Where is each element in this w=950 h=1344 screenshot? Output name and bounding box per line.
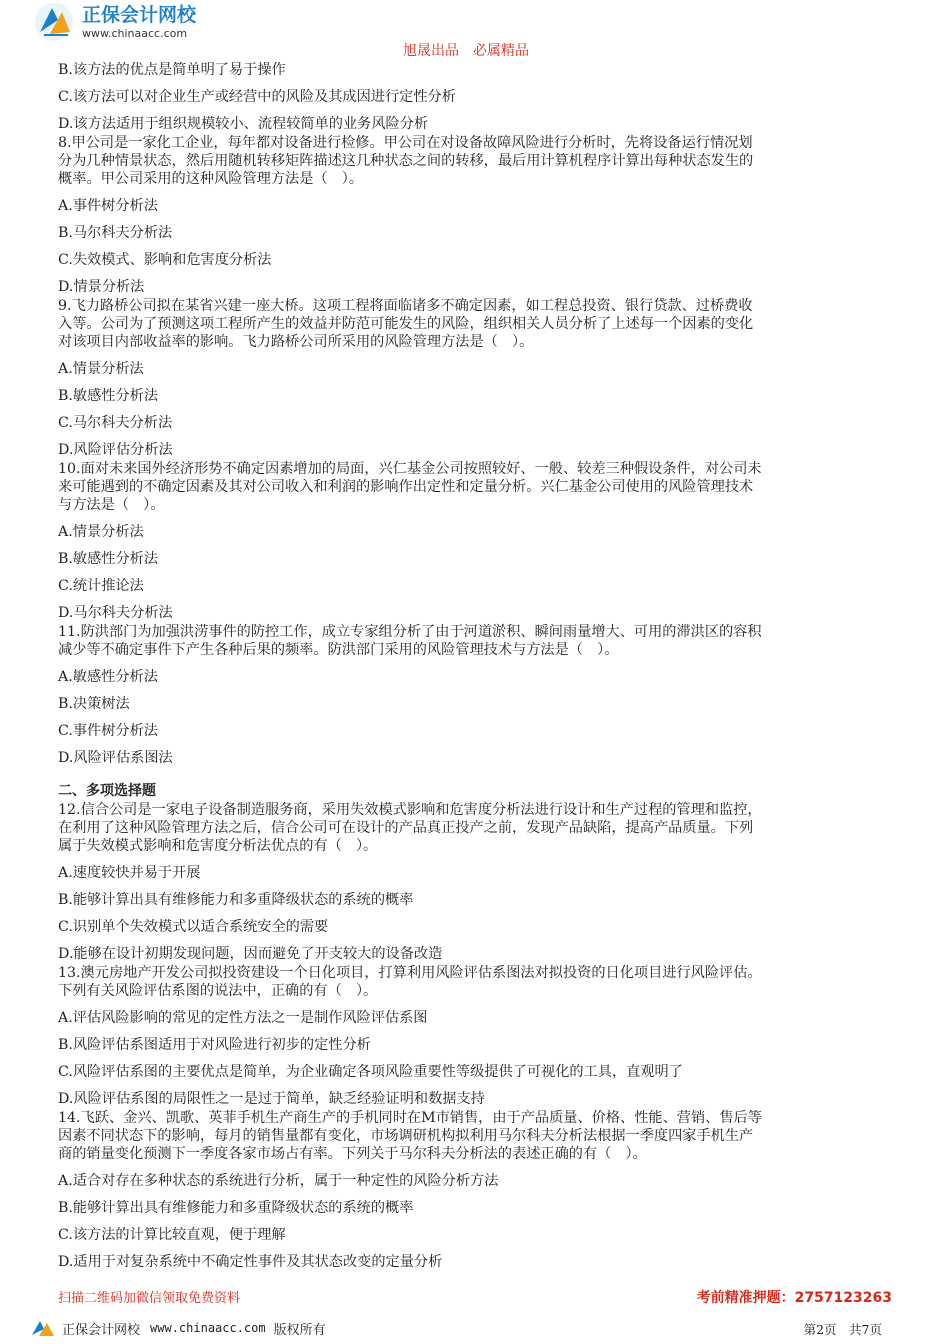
question-line: 来可能遇到的不确定因素及其对公司收入和利润的影响作出定性和定量分析。兴仁基金公司使用的风险管理技术: [58, 479, 754, 495]
answer-option: B.该方法的优点是简单明了易于操作: [58, 62, 286, 78]
question-line: 14.飞跃、金兴、凯歌、英菲手机生产商生产的手机同时在M市销售，由于产品质量、价格、性能、营销、售后等: [58, 1110, 762, 1126]
slogan: 旭晟出品 必属精品: [403, 43, 529, 59]
question-line: 9.飞力路桥公司拟在某省兴建一座大桥。这项工程将面临诸多不确定因素，如工程总投资、银行贷款、过桥费收: [58, 298, 753, 314]
bottom-brand-url[interactable]: www.chinaacc.com: [150, 1321, 266, 1335]
answer-option: C.风险评估系图的主要优点是简单，为企业确定各项风险重要性等级提供了可视化的工具，直观明了: [58, 1064, 683, 1080]
answer-option: B.风险评估系图适用于对风险进行初步的定性分析: [58, 1037, 371, 1053]
question-line: 在利用了这种风险管理方法之后，信合公司可在设计的产品真正投产之前，发现产品缺陷，提高产品质量。下列: [58, 820, 754, 836]
answer-option: C.事件树分析法: [58, 723, 158, 739]
answer-option: D.能够在设计初期发现问题，因而避免了开支较大的设备改造: [58, 946, 443, 962]
answer-option: C.马尔科夫分析法: [58, 415, 173, 431]
answer-option: C.识别单个失效模式以适合系统安全的需要: [58, 919, 329, 935]
question-line: 对该项目内部收益率的影响。飞力路桥公司所采用的风险管理方法是（ ）。: [58, 334, 534, 350]
answer-option: D.风险评估分析法: [58, 442, 173, 458]
answer-option: B.敏感性分析法: [58, 551, 159, 567]
answer-option: C.该方法可以对企业生产或经营中的风险及其成因进行定性分析: [58, 89, 456, 105]
question-line: 11.防洪部门为加强洪涝事件的防控工作，成立专家组分析了由于河道淤积、瞬间雨量增大、可用的滞洪区的容积: [58, 624, 762, 640]
answer-option: C.该方法的计算比较直观，便于理解: [58, 1227, 286, 1243]
bottom-brand-name: 正保会计网校: [62, 1322, 141, 1338]
logo-url: www.chinaacc.com: [82, 26, 188, 40]
question-line: 8.甲公司是一家化工企业，每年都对设备进行检修。甲公司在对设备故障风险进行分析时，先将设备运行情况划: [58, 135, 753, 151]
question-stem: [58, 297, 884, 351]
bottom-rights: 版权所有: [273, 1322, 326, 1338]
answer-option: B.能够计算出具有维修能力和多重降级状态的系统的概率: [58, 1200, 414, 1216]
question-line: 属于失效模式影响和危害度分析法优点的有（ ）。: [58, 838, 378, 854]
section-heading: 二、多项选择题: [58, 783, 156, 799]
bottom-brand: [30, 1318, 326, 1338]
answer-option: A.情景分析法: [58, 361, 144, 377]
answer-option: D.风险评估系图法: [58, 750, 173, 766]
question-stem: [58, 801, 884, 855]
question-stem: [58, 460, 884, 514]
answer-option: D.适用于对复杂系统中不确定性事件及其状态改变的定量分析: [58, 1254, 443, 1270]
question-stem: [58, 134, 884, 188]
answer-option: B.能够计算出具有维修能力和多重降级状态的系统的概率: [58, 892, 414, 908]
answer-option: C.失效模式、影响和危害度分析法: [58, 252, 272, 268]
answer-option: B.决策树法: [58, 696, 130, 712]
answer-option: C.统计推论法: [58, 578, 144, 594]
answer-option: B.敏感性分析法: [58, 388, 159, 404]
answer-option: D.该方法适用于组织规模较小、流程较简单的业务风险分析: [58, 116, 429, 132]
answer-option: A.事件树分析法: [58, 198, 158, 214]
answer-option: A.适合对存在多种状态的系统进行分析，属于一种定性的风险分析方法: [58, 1173, 499, 1189]
question-line: 下列有关风险评估系图的说法中，正确的有（ ）。: [58, 983, 378, 999]
question-stem: [58, 964, 884, 1000]
question-line: 减少等不确定事件下产生各种后果的频率。防洪部门采用的风险管理技术与方法是（ ）。: [58, 642, 619, 658]
answer-option: A.速度较快并易于开展: [58, 865, 201, 881]
question-line: 10.面对未来国外经济形势不确定因素增加的局面，兴仁基金公司按照较好、一般、较差三种假设条件，对公司未: [58, 461, 762, 477]
question-line: 分为几种情景状态，然后用随机转移矩阵描述这几种状态之间的转移，最后用计算机程序计算出每种状态发生的: [58, 153, 754, 169]
question-line: 概率。甲公司采用的这种风险管理方法是（ ）。: [58, 171, 364, 187]
question-stem: [58, 623, 884, 659]
question-line: 与方法是（ ）。: [58, 497, 165, 513]
answer-option: D.马尔科夫分析法: [58, 605, 173, 621]
answer-option: A.情景分析法: [58, 524, 144, 540]
question-line: 因素不同状态下的影响，每月的销售量都有变化，市场调研机构拟利用马尔科夫分析法根据一季度四家手机生产: [58, 1128, 754, 1144]
page-number: 第2页 共7页: [803, 1322, 882, 1337]
answer-option: B.马尔科夫分析法: [58, 225, 173, 241]
bottom-logo-icon: [30, 1318, 58, 1338]
question-line: 入等。公司为了预测这项工程所产生的效益并防范可能发生的风险，组织相关人员分析了上述每一个因素的变化: [58, 316, 754, 332]
answer-option: A.评估风险影响的常见的定性方法之一是制作风险评估系图: [58, 1010, 428, 1026]
footer-qr-note: 扫描二维码加微信领取免费资料: [58, 1291, 241, 1306]
logo-mark-icon: [32, 2, 76, 42]
question-line: 13.澳元房地产开发公司拟投资建设一个日化项目，打算利用风险评估系图法对拟投资的日化项目进行风险评估。: [58, 965, 762, 981]
question-stem: [58, 1109, 884, 1163]
question-content: [58, 52, 884, 1271]
answer-option: D.情景分析法: [58, 279, 145, 295]
logo-name: 正保会计网校: [82, 3, 197, 26]
question-line: 商的销量变化预测下一季度各家市场占有率。下列关于马尔科夫分析法的表述正确的有（ ）。: [58, 1146, 647, 1162]
footer-contact-note: 考前精准押题：2757123263: [696, 1290, 892, 1306]
answer-option: A.敏感性分析法: [58, 669, 158, 685]
answer-option: D.风险评估系图的局限性之一是过于简单，缺乏经验证明和数据支持: [58, 1091, 485, 1107]
site-logo[interactable]: [32, 2, 196, 42]
question-line: 12.信合公司是一家电子设备制造服务商，采用失效模式影响和危害度分析法进行设计和生产过程的管理和监控，: [58, 802, 762, 818]
